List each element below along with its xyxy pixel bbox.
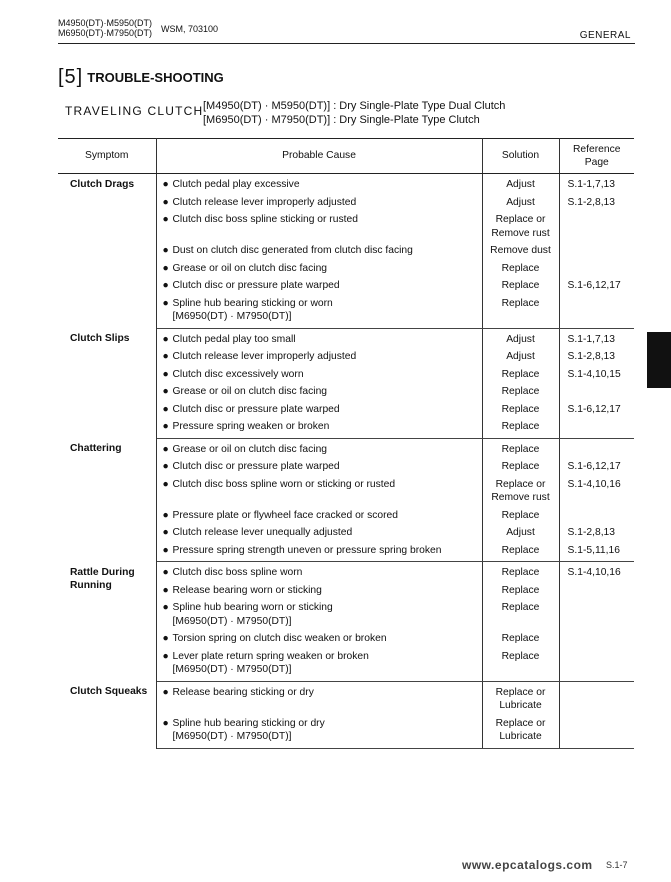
bullet-icon: ●: [162, 421, 169, 432]
solution-cell: [482, 328, 559, 348]
solution-text: Replace: [501, 421, 540, 432]
solution-cell: [482, 194, 559, 212]
cause-text: Clutch pedal play too small: [172, 333, 296, 345]
solution-text: Replace: [501, 650, 540, 662]
bullet-icon: ●: [162, 214, 169, 225]
bullet-icon: ●: [162, 686, 169, 698]
symptom-label: Clutch Slips: [70, 333, 130, 344]
solution-text: Replace: [501, 544, 540, 556]
table-body: [58, 174, 634, 749]
bullet-icon: ●: [162, 386, 169, 397]
cause-cell: [156, 174, 482, 194]
reference-cell: [559, 418, 634, 438]
footer-website: www.epcatalogs.com: [462, 858, 593, 872]
cause-text: Spline hub bearing sticking or dry: [172, 717, 325, 729]
traveling-clutch-description: [203, 99, 505, 127]
bullet-icon: ●: [162, 245, 169, 256]
section-tab-marker: [647, 332, 671, 388]
header-reference-page: [559, 139, 634, 174]
bullet-icon: ●: [162, 633, 169, 644]
bullet-icon: ●: [162, 567, 169, 578]
symptom-label-line2: Running: [70, 580, 112, 591]
bullet-icon: ●: [162, 478, 169, 490]
cause-text-line2: [M6950(DT) · M7950(DT)]: [172, 731, 292, 742]
symptom-label: Clutch Squeaks: [70, 686, 148, 697]
reference-cell: S.1-1,7,13: [567, 333, 616, 345]
solution-text: Remove dust: [490, 245, 551, 256]
symptom-label: Rattle During: [70, 566, 135, 578]
reference-cell: [559, 582, 634, 600]
solution-text: Replace: [501, 509, 540, 521]
solution-cell: [482, 681, 559, 715]
header-symptom: Symptom: [58, 139, 156, 174]
reference-cell: S.1-2,8,13: [567, 527, 616, 538]
symptom-cell: [58, 438, 156, 562]
header-models-line1: M4950(DT)·M5950(DT): [58, 18, 153, 28]
solution-cell: [482, 174, 559, 194]
solution-text: Replace: [501, 262, 540, 274]
reference-cell: [559, 715, 634, 749]
bullet-icon: ●: [162, 368, 169, 380]
bullet-icon: ●: [162, 403, 169, 415]
cause-text: Clutch release lever unequally adjusted: [172, 527, 353, 538]
table-row: [58, 174, 634, 194]
cause-text: Grease or oil on clutch disc facing: [172, 386, 328, 397]
cause-cell: [156, 582, 482, 600]
cause-text-line2: [M6950(DT) · M7950(DT)]: [172, 615, 292, 627]
solution-cell: [482, 507, 559, 525]
cause-cell: [156, 418, 482, 438]
header-reference-line1: Reference: [572, 143, 621, 155]
bullet-icon: ●: [162, 527, 169, 538]
traveling-clutch-label: TRAVELING CLUTCH: [65, 104, 204, 118]
bullet-icon: ●: [162, 333, 169, 345]
cause-text: Clutch release lever improperly adjusted: [172, 196, 357, 208]
cause-cell: [156, 328, 482, 348]
cause-cell: [156, 401, 482, 419]
reference-cell: [559, 630, 634, 648]
reference-cell: S.1-4,10,16: [567, 567, 621, 578]
symptom-cell: [58, 562, 156, 682]
solution-text: Replace: [501, 584, 540, 596]
cause-cell: [156, 211, 482, 242]
cause-text: Spline hub bearing sticking or worn: [172, 297, 333, 309]
table-row: [58, 681, 634, 715]
solution-text-line2: Lubricate: [499, 731, 542, 742]
bullet-icon: ●: [162, 461, 169, 472]
cause-text: Clutch disc boss spline sticking or rusted: [172, 214, 358, 225]
solution-cell: [482, 418, 559, 438]
solution-cell: [482, 295, 559, 329]
cause-cell: [156, 383, 482, 401]
symptom-label: Clutch Drags: [70, 179, 135, 190]
header-section-name: GENERAL: [579, 30, 631, 41]
solution-text: Replace: [501, 386, 540, 397]
header-reference-line2: Page: [584, 157, 609, 168]
reference-cell: [559, 438, 634, 458]
solution-cell: [482, 260, 559, 278]
cause-text: Clutch disc or pressure plate warped: [172, 461, 340, 472]
cause-cell: [156, 366, 482, 384]
reference-cell: S.1-1,7,13: [567, 179, 616, 190]
cause-text: Clutch disc or pressure plate warped: [172, 280, 340, 291]
bullet-icon: ●: [162, 544, 169, 556]
cause-cell: [156, 524, 482, 542]
header-models-line2: M6950(DT)·M7950(DT): [58, 28, 153, 38]
solution-cell: [482, 401, 559, 419]
solution-cell: [482, 630, 559, 648]
solution-text: Replace: [501, 368, 540, 380]
symptom-label: Chattering: [70, 443, 122, 454]
cause-cell: [156, 194, 482, 212]
cause-cell: [156, 562, 482, 582]
reference-cell: [559, 260, 634, 278]
cause-cell: [156, 295, 482, 329]
bullet-icon: ●: [162, 196, 169, 208]
cause-cell: [156, 458, 482, 476]
reference-cell: S.1-4,10,16: [567, 478, 621, 490]
solution-text: Replace: [501, 567, 540, 578]
solution-text: Adjust: [506, 351, 535, 362]
symptom-cell: [58, 328, 156, 438]
cause-text: Clutch pedal play excessive: [172, 179, 300, 190]
solution-cell: [482, 277, 559, 295]
reference-cell: S.1-6,12,17: [567, 403, 621, 415]
reference-cell: S.1-5,11,16: [559, 542, 634, 562]
solution-cell: [482, 211, 559, 242]
cause-cell: [156, 630, 482, 648]
bullet-icon: ●: [162, 602, 169, 613]
cause-text: Torsion spring on clutch disc weaken or broken: [172, 633, 387, 644]
solution-text: Replace or: [495, 478, 546, 490]
bullet-icon: ●: [162, 443, 169, 455]
section-title: [58, 66, 224, 89]
troubleshooting-table: [58, 138, 634, 749]
solution-text: Adjust: [506, 196, 535, 208]
solution-text-line2: Remove rust: [491, 227, 550, 239]
bullet-icon: ●: [162, 179, 169, 190]
solution-cell: [482, 383, 559, 401]
solution-text: Adjust: [506, 333, 535, 345]
symptom-cell: [58, 681, 156, 748]
cause-text: Clutch disc or pressure plate warped: [172, 403, 340, 415]
cause-cell: [156, 438, 482, 458]
solution-text: Replace or: [495, 214, 546, 225]
cause-text-line2: [M6950(DT) · M7950(DT)]: [172, 664, 292, 675]
cause-text: Dust on clutch disc generated from clutch disc facing: [172, 245, 413, 256]
cause-cell: [156, 542, 482, 562]
reference-cell: S.1-2,8,13: [567, 196, 616, 208]
solution-cell: [482, 648, 559, 682]
solution-text: Adjust: [506, 179, 535, 190]
section-number: [5]: [58, 66, 84, 88]
solution-cell: [482, 242, 559, 260]
cause-text: Pressure spring weaken or broken: [172, 421, 330, 432]
bullet-icon: ●: [162, 280, 169, 291]
header-solution: Solution: [482, 139, 559, 174]
reference-cell: S.1-6,12,17: [567, 280, 621, 291]
cause-text: Release bearing worn or sticking: [172, 584, 322, 596]
bullet-icon: ●: [162, 717, 169, 729]
cause-cell: [156, 242, 482, 260]
header-probable-cause: Probable Cause: [156, 139, 482, 174]
table-header-row: [58, 139, 634, 174]
solution-text: Replace or: [495, 686, 546, 698]
reference-cell: [559, 648, 634, 682]
solution-text: Replace: [501, 602, 540, 613]
solution-text-line2: Lubricate: [499, 700, 542, 711]
table-row: [58, 328, 634, 348]
solution-text: Replace: [501, 443, 540, 455]
reference-cell: S.1-4,10,15: [567, 368, 621, 380]
cause-text: Clutch disc excessively worn: [172, 368, 304, 380]
bullet-icon: ●: [162, 262, 169, 274]
bullet-icon: ●: [162, 297, 169, 309]
bullet-icon: ●: [162, 584, 169, 596]
cause-cell: [156, 476, 482, 507]
cause-text: Spline hub bearing worn or sticking: [172, 602, 333, 613]
reference-cell: [559, 599, 634, 630]
solution-cell: [482, 715, 559, 749]
header-rule: [58, 43, 635, 44]
solution-cell: [482, 438, 559, 458]
cause-cell: [156, 648, 482, 682]
cause-text: Lever plate return spring weaken or broken: [172, 650, 369, 662]
cause-text: Clutch disc boss spline worn: [172, 567, 303, 578]
cause-text: Grease or oil on clutch disc facing: [172, 443, 328, 455]
section-name: TROUBLE-SHOOTING: [87, 70, 224, 85]
reference-cell: [559, 242, 634, 260]
solution-cell: [482, 458, 559, 476]
cause-cell: [156, 681, 482, 715]
cause-cell: [156, 715, 482, 749]
solution-text: Adjust: [506, 527, 535, 538]
solution-text: Replace or: [495, 717, 546, 729]
header-model-list: [58, 18, 152, 38]
cause-text: Release bearing sticking or dry: [172, 686, 314, 698]
solution-cell: [482, 582, 559, 600]
cause-text: Pressure plate or flywheel face cracked or scored: [172, 509, 398, 521]
solution-text: Replace: [501, 461, 540, 472]
solution-text: Replace: [501, 297, 540, 309]
header-wsm-code: WSM, 703100: [161, 24, 219, 34]
reference-cell: [559, 681, 634, 715]
table-row: [58, 438, 634, 458]
reference-cell: [559, 295, 634, 329]
table-row: [58, 562, 634, 582]
cause-cell: [156, 507, 482, 525]
bullet-icon: ●: [162, 351, 169, 362]
traveling-clutch-line1: [M4950(DT) · M5950(DT)] : Dry Single-Plate Type Dual Clutch: [203, 100, 506, 112]
symptom-cell: [58, 174, 156, 329]
cause-text: Pressure spring strength uneven or pressure spring broken: [172, 544, 442, 556]
cause-cell: [156, 260, 482, 278]
solution-cell: [482, 599, 559, 630]
solution-text: Replace: [501, 280, 540, 291]
reference-cell: [559, 507, 634, 525]
solution-cell: [482, 562, 559, 582]
reference-cell: [559, 383, 634, 401]
solution-text: Replace: [501, 633, 540, 644]
solution-cell: [482, 524, 559, 542]
bullet-icon: ●: [162, 650, 169, 662]
bullet-icon: ●: [162, 509, 169, 521]
solution-cell: [482, 366, 559, 384]
cause-text: Clutch release lever improperly adjusted: [172, 351, 357, 362]
solution-text-line2: Remove rust: [491, 492, 550, 503]
cause-text: Clutch disc boss spline worn or sticking or rusted: [172, 478, 396, 490]
cause-cell: [156, 599, 482, 630]
reference-cell: S.1-6,12,17: [567, 461, 621, 472]
solution-text: Replace: [501, 403, 540, 415]
cause-text: Grease or oil on clutch disc facing: [172, 262, 328, 274]
reference-cell: [559, 211, 634, 242]
footer-page-number: S.1-7: [606, 860, 628, 870]
solution-cell: [482, 348, 559, 366]
reference-cell: S.1-2,8,13: [567, 351, 616, 362]
cause-cell: [156, 277, 482, 295]
cause-cell: [156, 348, 482, 366]
solution-cell: [482, 542, 559, 562]
cause-text-line2: [M6950(DT) · M7950(DT)]: [172, 311, 292, 322]
solution-cell: [482, 476, 559, 507]
traveling-clutch-line2: [M6950(DT) · M7950(DT)] : Dry Single-Plate Type Clutch: [203, 114, 480, 126]
